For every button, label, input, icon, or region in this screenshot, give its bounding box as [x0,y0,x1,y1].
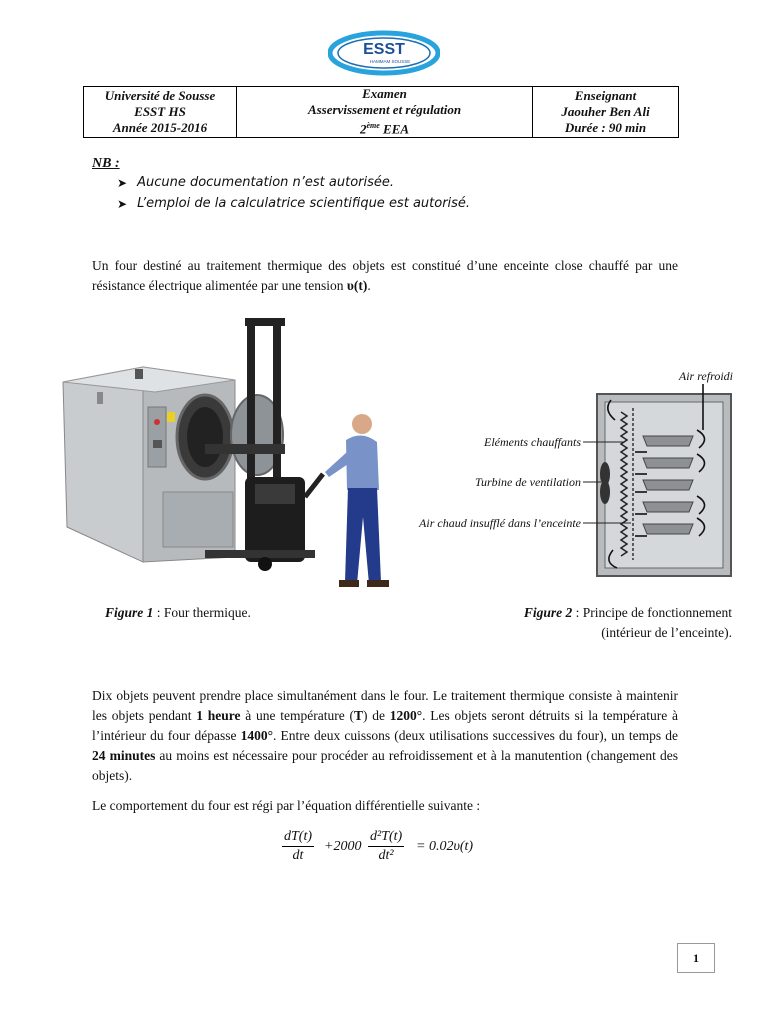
nb-item: ➤ L’emploi de la calculatrice scientifique est autorisé. [117,196,471,211]
header-teacher [533,87,678,137]
arrow-bullet-icon: ➤ [117,196,128,211]
problem-paragraph: Dix objets peuvent prendre place simultanément dans le four. Le traitement thermique consiste à maintenir les objets pendant 1 heure à une température (T) de 1200°. Les objets seront détruits si la température à l’intérieur du four dépasse 1400°. Entre deux cuissons (deux utilisations successives du four), un temps de 24 minutes au moins est nécessaire pour procéder au refroidissement et à la manutention (changement des objets). [92,688,678,783]
nb-item: ➤ Aucune documentation n’est autorisée. [117,175,395,190]
header-institution [84,87,237,137]
header-class: 2ème EEA [359,121,410,137]
header-teacher-name: Jaouher Ben Ali [561,104,650,119]
header-school: ESST HS [134,104,186,119]
header-teacher-label: Enseignant [574,88,637,103]
nb-title: NB : [92,156,120,171]
page-number: 1 [677,943,715,973]
equation-coefficient: +2000 [324,839,362,854]
equation-term-2: $\frac{\text{d²T(t)}}{\text{dt²}}$ [370,829,403,863]
label-fan: Turbine de ventilation [475,475,581,489]
differential-equation [282,826,492,872]
svg-text:HAMMAM SOUSSE: HAMMAM SOUSSE [369,59,411,64]
equation-term-1: $\frac{dT(t)}{dt}$ [284,829,312,863]
header-year: Année 2015-2016 [112,120,208,135]
header-course: Asservissement et régulation [307,102,462,118]
furnace-illustration [55,312,395,602]
header-duration: Durée : 90 min [564,120,647,135]
figure2-caption: Figure 2 : Principe de fonctionnement (intérieur de l’enceinte). [523,605,732,640]
svg-text:ESST: ESST [363,41,405,58]
equation-intro: Le comportement du four est régi par l’équation différentielle suivante : [92,798,481,813]
header-exam [237,87,533,137]
esst-logo [328,28,440,78]
oven-principle-diagram [385,360,735,590]
header-university: Université de Sousse [104,88,216,103]
label-hot-air: Air chaud insufflé dans l’enceinte [419,516,581,530]
arrow-bullet-icon: ➤ [117,175,128,190]
intro-paragraph: Un four destiné au traitement thermique des objets est constitué d’une enceinte close chauffé par une résistance électrique alimentée par une tension υ(t). [92,258,678,293]
exam-header-table [83,86,679,138]
label-heating-elements: Eléments chauffants [484,435,581,449]
label-air-refroidi: Air refroidi [678,369,733,383]
figure1-caption: Figure 1 : Four thermique. [105,605,251,620]
equation-rhs: = 0.02υ(t) [416,839,474,854]
header-exam-title: Examen [362,86,407,102]
